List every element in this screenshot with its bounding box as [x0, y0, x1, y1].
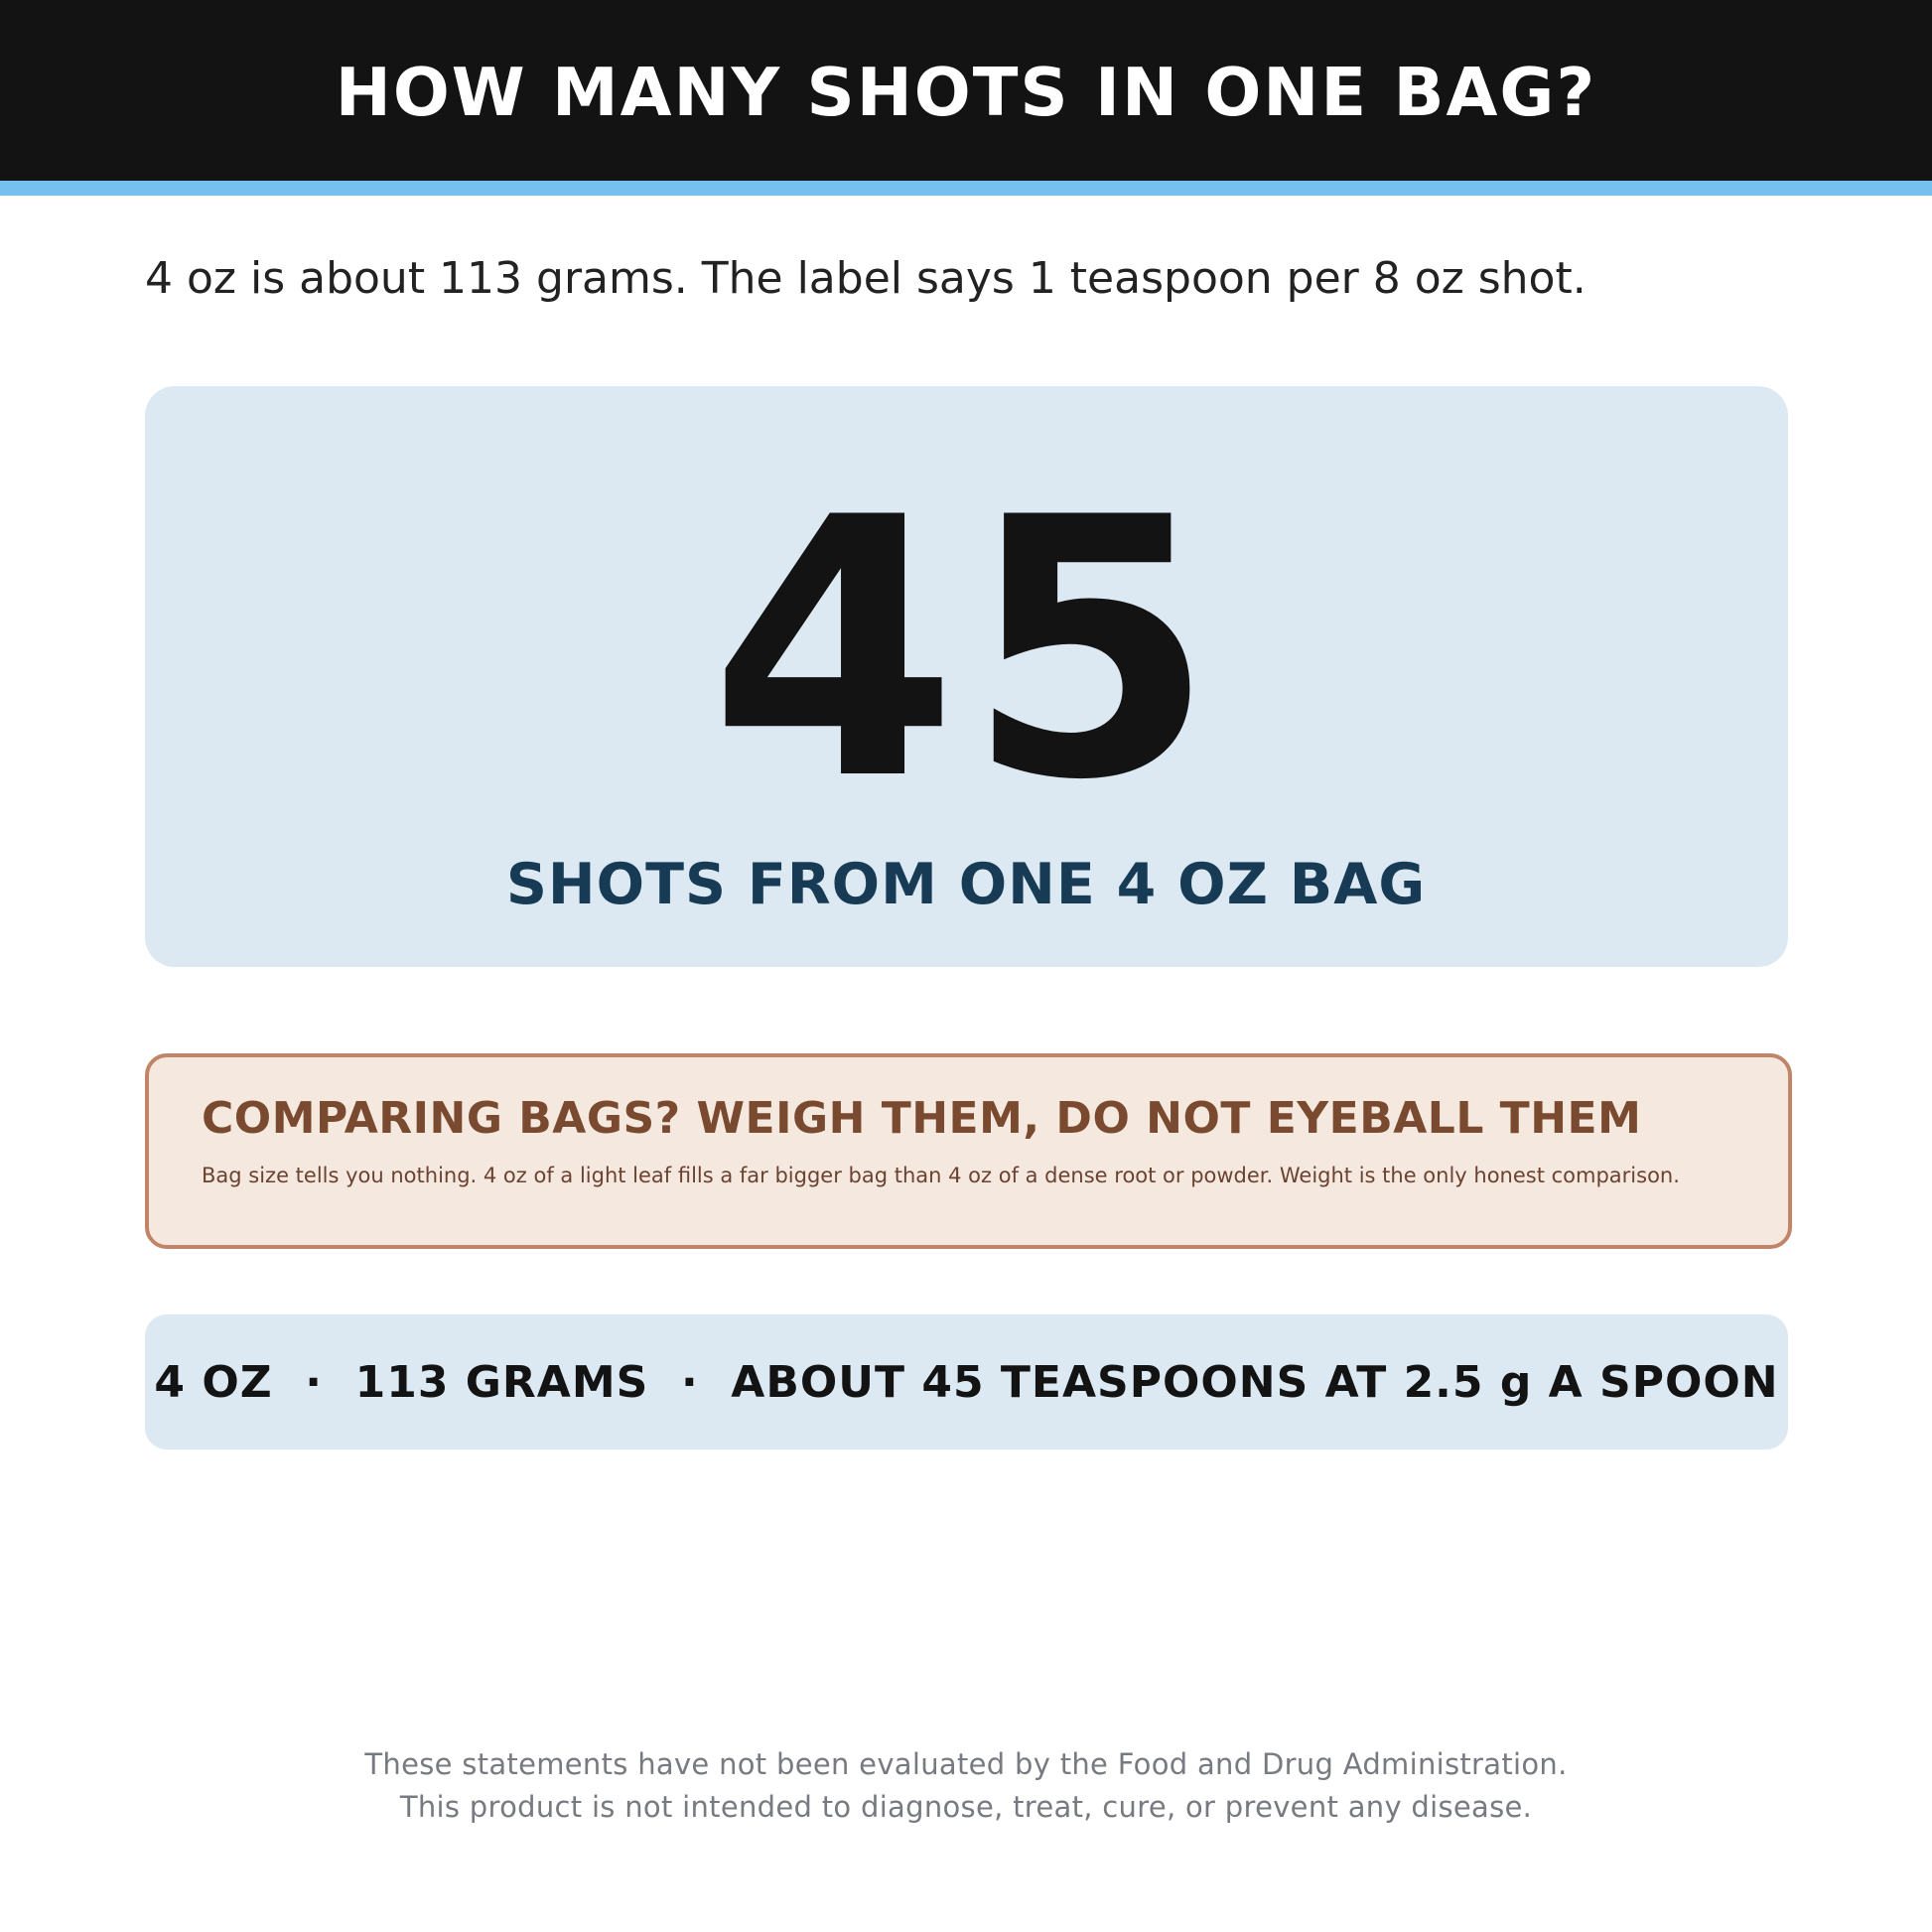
fda-disclaimer-line-1: These statements have not been evaluated by the Food and Drug Administration.: [364, 1747, 1568, 1781]
comparison-warning-card: [145, 1053, 1792, 1249]
warning-body: Bag size tells you nothing. 4 oz of a light leaf fills a far bigger bag than 4 oz of a dense root or powder. Weight is the only honest comparison.: [202, 1164, 1680, 1187]
summary-text: 4 OZ · 113 GRAMS · ABOUT 45 TEASPOONS AT 2.5 g A SPOON: [154, 1356, 1779, 1408]
shot-count: 45: [709, 442, 1223, 858]
intro-text: 4 oz is about 113 grams. The label says 1 teaspoon per 8 oz shot.: [145, 253, 1587, 304]
accent-divider: [0, 181, 1932, 196]
summary-card: [145, 1314, 1788, 1449]
page-title: HOW MANY SHOTS IN ONE BAG?: [335, 54, 1597, 131]
fda-disclaimer-line-2: This product is not intended to diagnose, treat, cure, or prevent any disease.: [399, 1790, 1533, 1824]
header-banner: [0, 0, 1932, 181]
shot-count-caption: SHOTS FROM ONE 4 OZ BAG: [505, 852, 1427, 917]
warning-title: COMPARING BAGS? WEIGH THEM, DO NOT EYEBALL THEM: [202, 1093, 1642, 1144]
